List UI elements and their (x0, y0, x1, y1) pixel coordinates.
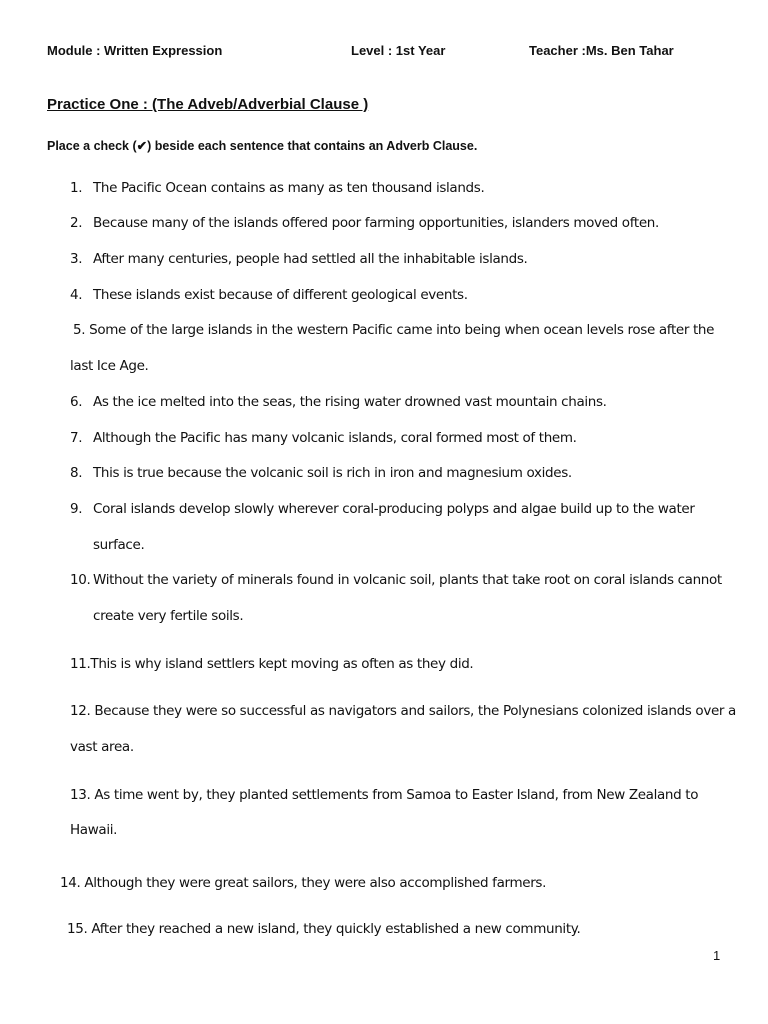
sentence-11: 11.This is why island settlers kept moving as often as they did. (70, 656, 474, 672)
sentence-number: 4. (70, 287, 83, 303)
sentence-text: The Pacific Ocean contains as many as ten thousand islands. (93, 180, 485, 196)
sentence-number: 6. (70, 394, 83, 410)
sentence-number: 1. (70, 180, 83, 196)
sentence-text: Coral islands develop slowly wherever coral-producing polyps and algae build up to the water (93, 501, 695, 517)
sentence-text: After many centuries, people had settled all the inhabitable islands. (93, 251, 528, 267)
sentence-10 (70, 572, 722, 588)
sentence-12-continued: vast area. (70, 739, 134, 755)
sentence-10-continued: create very fertile soils. (93, 608, 244, 624)
sentence-text: This is true because the volcanic soil is rich in iron and magnesium oxides. (93, 465, 572, 481)
module-label: Module : Written Expression (47, 43, 223, 58)
sentence-number: 7. (70, 430, 83, 446)
sentence-8 (70, 465, 572, 481)
sentence-text: As the ice melted into the seas, the rising water drowned vast mountain chains. (93, 394, 607, 410)
sentence-number: 9. (70, 501, 83, 517)
sentence-text: Because many of the islands offered poor farming opportunities, islanders moved often. (93, 215, 659, 231)
sentence-number: 10. (70, 572, 91, 588)
sentence-5-continued: last Ice Age. (70, 358, 149, 374)
sentence-2 (70, 215, 659, 231)
level-label: Level : 1st Year (351, 43, 446, 58)
sentence-9-continued: surface. (93, 537, 145, 553)
sentence-13-continued: Hawaii. (70, 822, 118, 838)
sentence-7 (70, 430, 577, 446)
sentence-15: 15. After they reached a new island, they quickly established a new community. (67, 921, 581, 937)
sentence-text: These islands exist because of different geological events. (93, 287, 468, 303)
sentence-6 (70, 394, 607, 410)
sentence-4 (70, 287, 468, 303)
sentence-12: 12. Because they were so successful as navigators and sailors, the Polynesians colonized islands over a (70, 703, 736, 719)
sentence-3 (70, 251, 527, 267)
sentence-5: 5. Some of the large islands in the western Pacific came into being when ocean levels rose after the (73, 322, 715, 338)
sentence-14: 14. Although they were great sailors, they were also accomplished farmers. (60, 875, 547, 891)
sentence-number: 2. (70, 215, 83, 231)
page-title: Practice One : (The Adveb/Adverbial Clause ) (47, 96, 369, 113)
sentence-number: 8. (70, 465, 83, 481)
sentence-1 (70, 180, 484, 196)
sentence-9 (70, 501, 695, 517)
teacher-label: Teacher :Ms. Ben Tahar (529, 43, 674, 58)
sentence-number: 3. (70, 251, 83, 267)
sentence-text: Without the variety of minerals found in volcanic soil, plants that take root on coral islands cannot (93, 572, 722, 588)
page-number: 1 (713, 948, 721, 963)
sentence-text: Although the Pacific has many volcanic islands, coral formed most of them. (93, 430, 577, 446)
instruction-text: Place a check (✔) beside each sentence that contains an Adverb Clause. (47, 139, 478, 153)
sentence-13: 13. As time went by, they planted settlements from Samoa to Easter Island, from New Zealand to (70, 787, 699, 803)
